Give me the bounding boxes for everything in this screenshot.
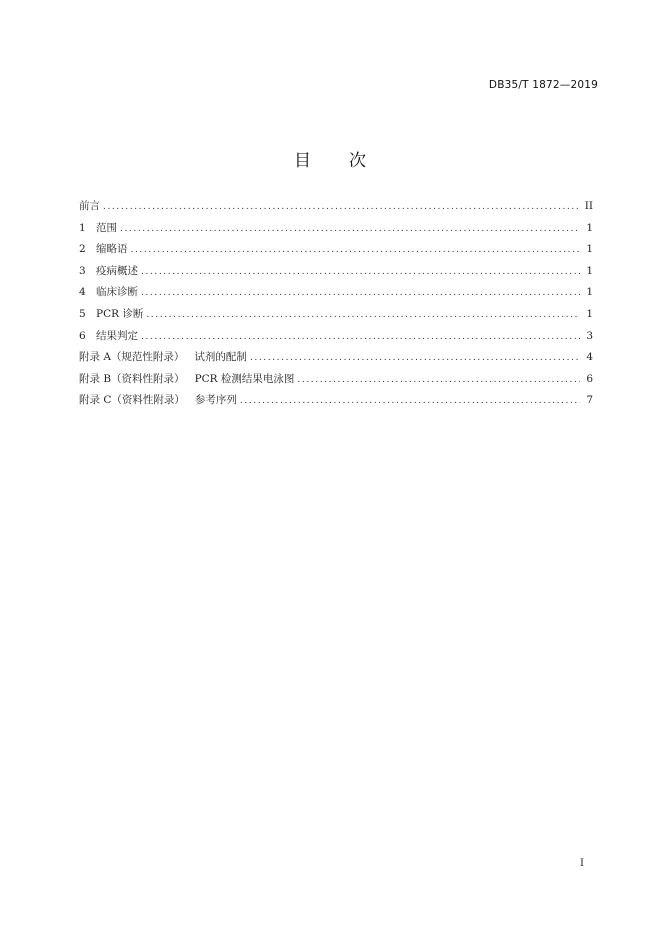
toc-entry-number: 2 [79, 243, 86, 256]
toc-appendix-label: 附录 B（资料性附录） [79, 372, 185, 385]
toc-entry-label [79, 392, 237, 407]
toc-entry-page: 1 [586, 221, 593, 234]
toc-dot-leader [141, 267, 580, 277]
toc-entry-label [79, 328, 138, 343]
toc-entry-pcr-diagnosis[interactable] [79, 306, 593, 328]
toc-dot-leader [103, 202, 580, 212]
toc-dot-leader [131, 245, 581, 255]
toc-dot-leader [120, 224, 580, 234]
toc-entry-number: 4 [79, 286, 86, 299]
toc-entry-number: 3 [79, 264, 86, 277]
toc-entry-page: 7 [586, 394, 593, 407]
toc-entry-scope[interactable] [79, 220, 593, 242]
toc-appendix-title: PCR 检测结果电泳图 [194, 372, 295, 385]
toc-appendix-label: 附录 A（规范性附录） [79, 351, 185, 364]
toc-entry-title: PCR 诊断 [96, 307, 144, 320]
toc-dot-leader [146, 310, 580, 320]
toc-entry-label [79, 306, 143, 321]
toc-entry-label [79, 241, 128, 256]
toc-entry-label [79, 263, 138, 278]
toc-entry-disease-overview[interactable] [79, 263, 593, 285]
toc-appendix-label: 附录 C（资料性附录） [79, 394, 185, 407]
toc-appendix-title: 参考序列 [194, 394, 237, 407]
toc-entry-label [79, 284, 138, 299]
toc-dot-leader [240, 396, 580, 406]
toc-dot-leader [297, 375, 580, 385]
toc-entry-page: II [584, 200, 593, 212]
standard-code: DB35/T 1872—2019 [488, 79, 598, 91]
toc-entry-title: 结果判定 [96, 329, 138, 342]
toc-entry-page: 1 [586, 286, 593, 299]
toc-entry-page: 1 [586, 243, 593, 256]
toc-entry-page: 1 [586, 264, 593, 277]
toc-entry-title: 前言 [79, 200, 100, 212]
toc-entry-page: 3 [586, 329, 593, 342]
toc-appendix-title: 试剂的配制 [194, 351, 247, 364]
toc-entry-page: 6 [586, 372, 593, 385]
toc-entry-number: 1 [79, 221, 86, 234]
toc-entry-foreword[interactable] [79, 198, 593, 220]
toc-entry-label [79, 371, 294, 386]
title-part-1: 目 [294, 151, 313, 171]
toc-entry-label [79, 198, 100, 213]
page-title [0, 146, 662, 171]
toc-entry-title: 范围 [96, 221, 117, 234]
page-number: I [580, 858, 584, 869]
toc-entry-appendix-c[interactable] [79, 392, 593, 414]
toc-entry-page: 4 [586, 351, 593, 364]
title-part-2: 次 [349, 151, 368, 171]
toc-entry-page: 1 [586, 307, 593, 320]
toc-entry-title: 临床诊断 [96, 286, 138, 299]
toc-entry-appendix-b[interactable] [79, 371, 593, 393]
toc-entry-title: 缩略语 [96, 243, 128, 256]
toc-entry-number: 5 [79, 307, 86, 320]
toc-entry-result-determination[interactable] [79, 328, 593, 350]
toc-entry-appendix-a[interactable] [79, 349, 593, 371]
toc-entry-number: 6 [79, 329, 86, 342]
toc-dot-leader [141, 288, 580, 298]
toc-entry-abbreviations[interactable] [79, 241, 593, 263]
toc-dot-leader [250, 353, 580, 363]
table-of-contents [79, 198, 593, 414]
toc-entry-title: 疫病概述 [96, 264, 138, 277]
toc-entry-label [79, 220, 117, 235]
toc-entry-clinical-diagnosis[interactable] [79, 284, 593, 306]
toc-dot-leader [141, 332, 580, 342]
toc-entry-label [79, 349, 247, 364]
